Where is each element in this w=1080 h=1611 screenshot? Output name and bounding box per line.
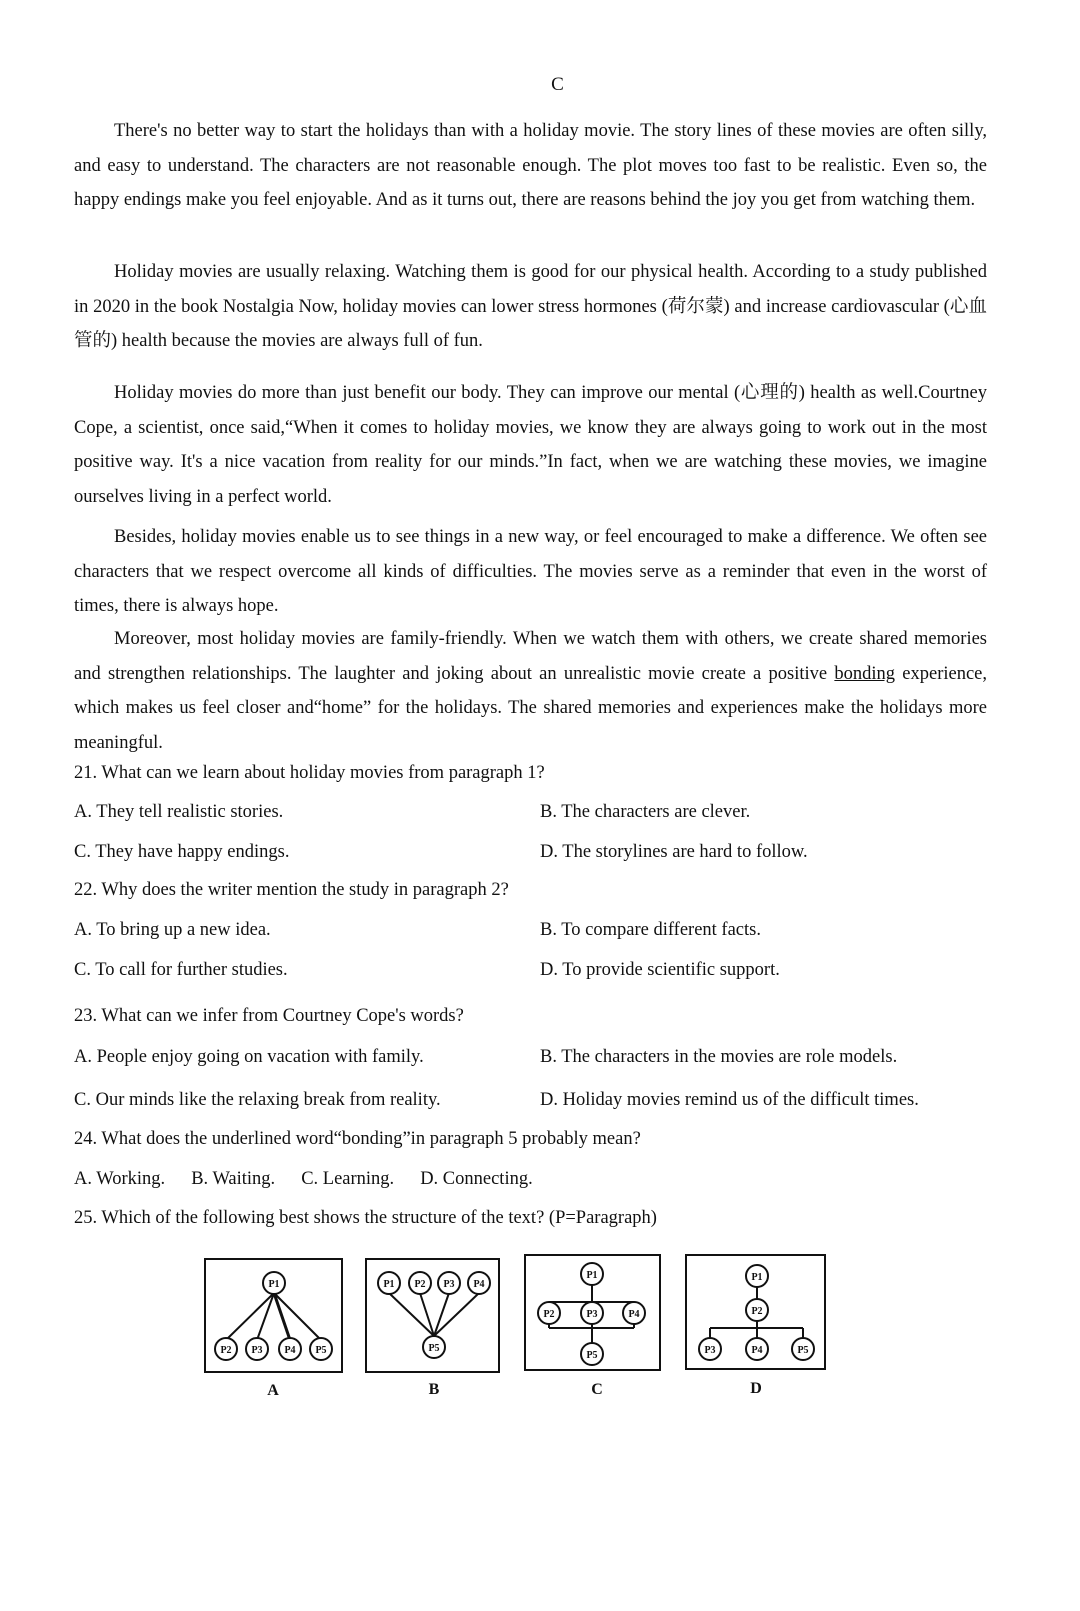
- diagram-a-node-p4: [279, 1338, 301, 1360]
- question-23-option-a: A. People enjoy going on vacation with family.: [74, 1047, 424, 1067]
- diagram-b-node-p4: [468, 1272, 490, 1294]
- svg-text:P2: P2: [751, 1306, 763, 1317]
- diagram-a-node-p1: [263, 1272, 285, 1294]
- question-21-option-a: A. They tell realistic stories.: [74, 802, 284, 822]
- diagram-d-node-p5: [792, 1338, 814, 1360]
- question-24-stem: 24. What does the underlined word“bonding”in paragraph 5 probably mean?: [74, 1129, 641, 1149]
- svg-text:P2: P2: [543, 1309, 555, 1320]
- diagram-c-node-p1: [581, 1263, 603, 1285]
- passage-paragraph-5: Moreover, most holiday movies are family-friendly. When we watch them with others, we create shared memories and strengthen relationships. The laughter and joking about an unrealistic movie create a positive bonding experience, which makes us feel closer and“home” for the holidays. The shared memories and experiences make the holidays more meaningful.: [74, 629, 988, 753]
- svg-text:P1: P1: [751, 1272, 763, 1283]
- diagram-c-node-p4: [623, 1302, 645, 1324]
- question-22-stem: 22. Why does the writer mention the study in paragraph 2?: [74, 880, 509, 900]
- svg-text:P3: P3: [443, 1279, 455, 1290]
- section-letter: C: [551, 74, 564, 95]
- svg-text:P3: P3: [251, 1345, 263, 1356]
- diagram-a-node-p3: [246, 1338, 268, 1360]
- diagram-c-node-p2: [538, 1302, 560, 1324]
- question-24-option-b: B. Waiting.: [191, 1169, 276, 1189]
- question-22-option-a: A. To bring up a new idea.: [74, 920, 271, 940]
- question-23-option-c: C. Our minds like the relaxing break from reality.: [74, 1090, 441, 1110]
- diagram-b-node-p1: [378, 1272, 400, 1294]
- question-21-option-d: D. The storylines are hard to follow.: [540, 842, 808, 862]
- structure-diagrams: [0, 1246, 1080, 1406]
- diagram-c-node-p5: [581, 1343, 603, 1365]
- underlined-word: bonding: [834, 663, 896, 684]
- diagram-label-a: A: [267, 1382, 279, 1399]
- svg-text:P1: P1: [383, 1279, 395, 1290]
- diagram-d-node-p2: [746, 1299, 768, 1321]
- question-24-option-c: C. Learning.: [301, 1169, 395, 1189]
- svg-text:P5: P5: [315, 1345, 327, 1356]
- svg-text:P4: P4: [751, 1345, 763, 1356]
- passage-paragraph-3: Holiday movies do more than just benefit our body. They can improve our mental (心理的) health as well.Courtney Cope, a scientist, once said,“When it comes to holiday movies, we know they are always going to work out in the most positive way. It's a nice vacation from reality for our minds.”In fact, when we are watching these movies, we imagine ourselves living in a perfect world.: [74, 383, 987, 507]
- diagram-d-node-p3: [699, 1338, 721, 1360]
- diagram-a-node-p5: [310, 1338, 332, 1360]
- diagram-b-node-p2: [409, 1272, 431, 1294]
- svg-text:P5: P5: [797, 1345, 809, 1356]
- svg-text:P3: P3: [586, 1309, 598, 1320]
- question-23-option-b: B. The characters in the movies are role models.: [540, 1047, 898, 1067]
- question-21-option-b: B. The characters are clever.: [540, 802, 751, 822]
- question-23-stem: 23. What can we infer from Courtney Cope's words?: [74, 1006, 464, 1026]
- svg-text:P2: P2: [220, 1345, 232, 1356]
- diagram-label-b: B: [428, 1381, 440, 1398]
- svg-text:P1: P1: [268, 1279, 280, 1290]
- question-22-option-d: D. To provide scientific support.: [540, 960, 780, 980]
- question-25-stem: 25. Which of the following best shows the structure of the text? (P=Paragraph): [74, 1208, 657, 1228]
- diagram-label-c: C: [591, 1381, 603, 1398]
- question-22-option-b: B. To compare different facts.: [540, 920, 761, 940]
- question-22-option-c: C. To call for further studies.: [74, 960, 288, 980]
- svg-text:P3: P3: [704, 1345, 716, 1356]
- svg-text:P4: P4: [628, 1309, 640, 1320]
- diagram-d-node-p4: [746, 1338, 768, 1360]
- diagram-a-node-p2: [215, 1338, 237, 1360]
- svg-text:P1: P1: [586, 1270, 598, 1281]
- passage-paragraph-1: There's no better way to start the holidays than with a holiday movie. The story lines of these movies are often silly, and easy to understand. The characters are not reasonable enough. The plot moves too fast to be realistic. Even so, the happy endings make you feel enjoyable. And as it turns out, there are reasons behind the joy you get from watching them.: [74, 121, 987, 210]
- diagram-label-d: D: [750, 1380, 762, 1397]
- question-24-options: [74, 1169, 533, 1190]
- diagram-d-node-p1: [746, 1265, 768, 1287]
- passage-paragraph-4: Besides, holiday movies enable us to see things in a new way, or feel encouraged to make a difference. We often see characters that we respect overcome all kinds of difficulties. The movies serve as a reminder that even in the worst of times, there is always hope.: [74, 527, 987, 616]
- svg-text:P5: P5: [586, 1350, 598, 1361]
- svg-text:P5: P5: [428, 1343, 440, 1354]
- svg-text:P2: P2: [414, 1279, 426, 1290]
- passage-paragraph-2: Holiday movies are usually relaxing. Watching them is good for our physical health. According to a study published in 2020 in the book Nostalgia Now, holiday movies can lower stress hormones (荷尔蒙) and increase cardiovascular (心血管的) health because the movies are always full of fun.: [74, 262, 987, 351]
- question-21-option-c: C. They have happy endings.: [74, 842, 290, 862]
- svg-text:P4: P4: [284, 1345, 296, 1356]
- question-21-stem: 21. What can we learn about holiday movies from paragraph 1?: [74, 763, 545, 783]
- diagram-b-node-p3: [438, 1272, 460, 1294]
- question-24-option-a: A. Working.: [74, 1169, 166, 1189]
- diagram-b-node-p5: [423, 1336, 445, 1358]
- diagram-c-node-p3: [581, 1302, 603, 1324]
- question-23-option-d: D. Holiday movies remind us of the difficult times.: [540, 1090, 919, 1110]
- svg-text:P4: P4: [473, 1279, 485, 1290]
- question-24-option-d: D. Connecting.: [420, 1169, 533, 1189]
